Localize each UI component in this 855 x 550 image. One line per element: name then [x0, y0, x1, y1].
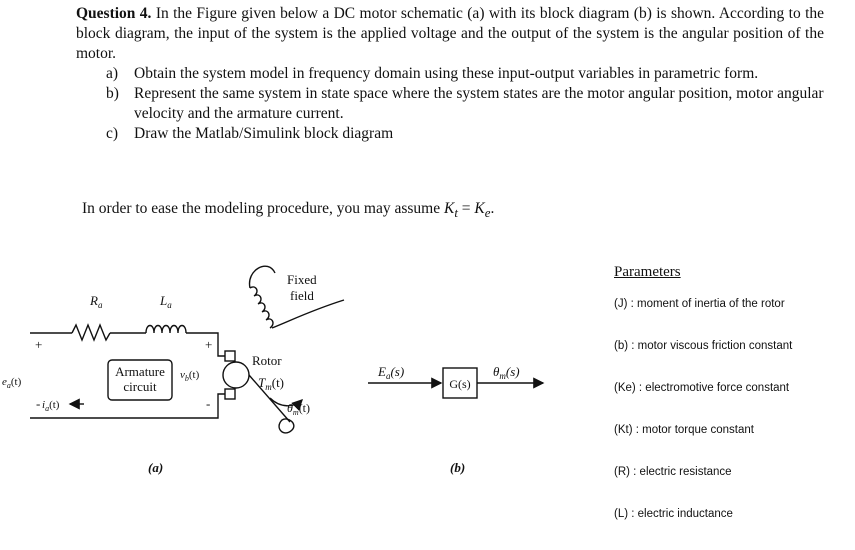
rotor-load-icon — [279, 419, 294, 433]
ke-symbol: K — [474, 200, 485, 217]
item-label: c) — [106, 125, 119, 142]
resistor-icon — [72, 325, 110, 340]
plus-left: + — [35, 337, 43, 352]
item-label: a) — [106, 65, 119, 82]
schematic-labels — [2, 272, 317, 475]
field-wire — [272, 300, 344, 328]
inductor-icon — [146, 326, 186, 334]
parameters-heading: Parameters — [614, 264, 681, 280]
item-text: Represent the same system in state space where the system states are the motor angular position, motor angular velocity and the armature current. — [134, 85, 824, 122]
parameter-item: (J) : moment of inertia of the rotor — [614, 298, 785, 310]
parameter-item: (R) : electric resistance — [614, 466, 732, 478]
vb-label: $v_b(t)$ — [180, 369, 200, 383]
ra-label: $R_a$ — [90, 293, 103, 310]
field-curve-icon — [250, 266, 275, 288]
minus-right: - — [206, 396, 211, 411]
input-label: $E_a(s)$ — [378, 364, 405, 381]
gs-label: G(s) — [449, 377, 471, 391]
parameters-list — [614, 264, 854, 550]
la-label: $L_a$ — [160, 293, 172, 310]
item-label: b) — [106, 85, 119, 102]
armature-label-2: circuit — [123, 379, 157, 394]
parameter-item: (Kt) : motor torque constant — [614, 424, 754, 436]
rotor-label: Rotor — [252, 353, 282, 368]
brush-bottom — [225, 389, 235, 399]
theta-label: $\theta_m(t)$ — [287, 401, 311, 417]
tm-label: $T_m(t)$ — [258, 375, 285, 392]
kt-symbol: K — [443, 200, 455, 217]
motor-armature-icon — [223, 362, 249, 388]
plus-right: + — [205, 337, 213, 352]
item-text: Draw the Matlab/Simulink block diagram — [134, 125, 394, 142]
assumption-prefix: In order to ease the modeling procedure, you may assume — [82, 200, 444, 217]
question-label: Question 4. — [76, 5, 152, 22]
fixed-label: Fixed — [287, 272, 317, 287]
brush-top — [225, 351, 235, 361]
question-intro-text: In the Figure given below a DC motor schematic (a) with its block diagram (b) is shown. According to the block diagram, the input of the system is the applied voltage and the output of the system is the angular position of the motor. — [76, 5, 825, 62]
item-text: Obtain the system model in frequency domain using these input-output variables in parametric form. — [134, 65, 759, 82]
field-label: field — [290, 288, 314, 303]
field-coil-icon — [250, 287, 273, 328]
parameter-item: (b) : motor viscous friction constant — [614, 340, 793, 352]
kt-subscript: t — [454, 205, 458, 221]
ia-label: $i_a(t)$ — [42, 399, 60, 413]
equals-sign: = — [457, 200, 475, 217]
parameter-item: (Ke) : electromotive force constant — [614, 382, 790, 394]
caption-a: (a) — [148, 460, 164, 475]
caption-b: (b) — [450, 460, 466, 475]
ke-subscript: e — [484, 205, 491, 221]
armature-label-1: Armature — [115, 364, 165, 379]
minus-left: - — [36, 396, 41, 411]
assumption-end: . — [490, 200, 495, 217]
parameter-item: (L) : electric inductance — [614, 508, 733, 520]
ea-label: $e_a(t)$ — [2, 376, 22, 390]
output-label: $\theta_m(s)$ — [493, 364, 520, 381]
block-labels — [377, 364, 520, 475]
